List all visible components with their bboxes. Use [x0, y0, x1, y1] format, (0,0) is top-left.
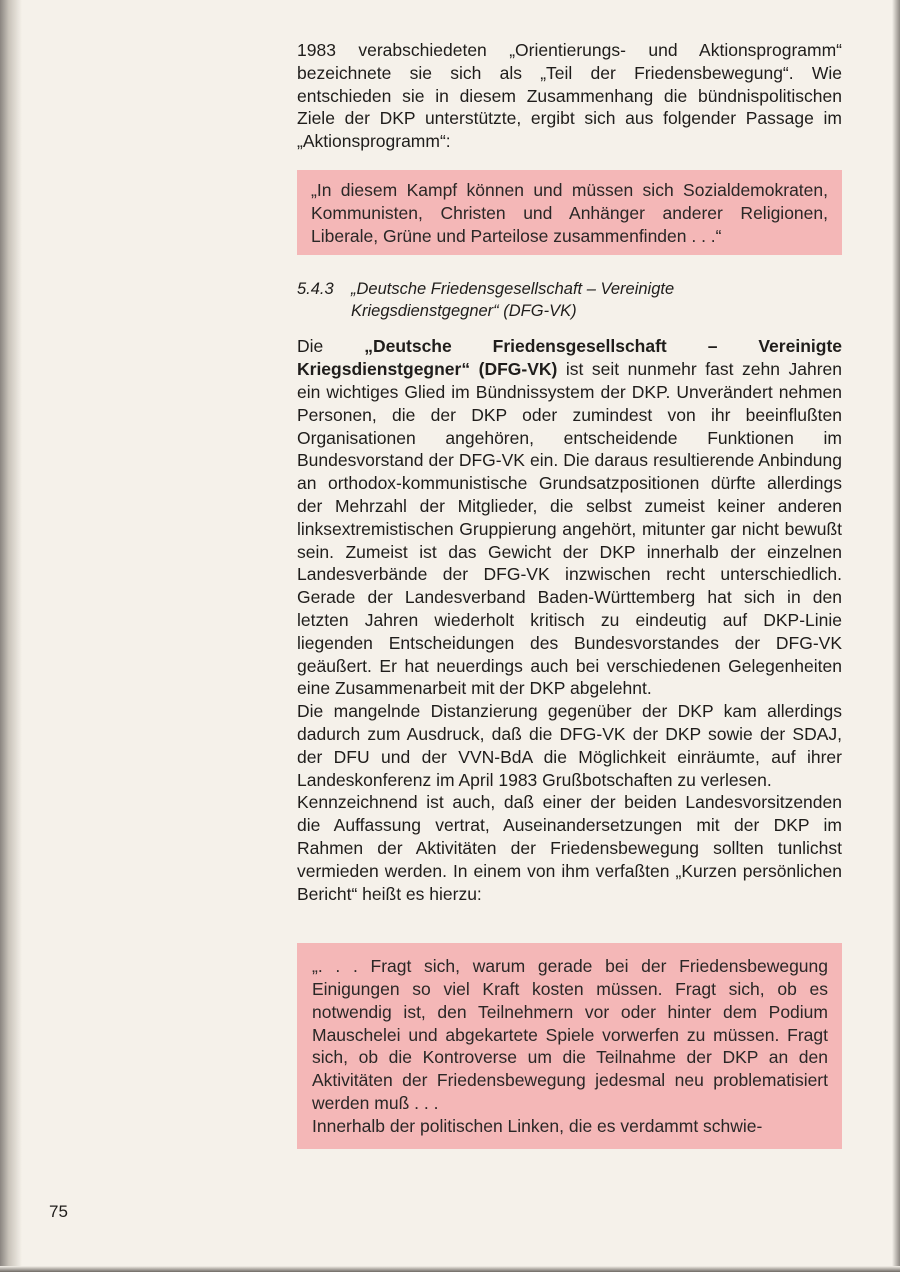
body-paragraph-3: Kennzeichnend ist auch, daß einer der beiden Landesvorsitzenden die Auffassung vertrat, Auseinandersetzungen mit der DKP im Rahmen der Aktivitäten der Friedensbewegung sollten tunlichst vermieden werden. In einem von ihm verfaßten „Kurzen persönlichen Bericht“ heißt es hierzu:	[297, 792, 842, 904]
highlighted-quote-bericht	[297, 943, 842, 1149]
page-bottom-edge	[0, 1266, 900, 1272]
section-number: 5.4.3	[297, 280, 334, 299]
text-column	[297, 39, 842, 1149]
section-title-line-2: Kriegsdienstgegner“ (DFG-VK)	[351, 302, 577, 321]
quote-2-paragraph-2: Innerhalb der politischen Linken, die es verdammt schwie-	[312, 1115, 763, 1136]
page-number: 75	[49, 1202, 68, 1221]
intro-paragraph: 1983 verabschiedeten „Orientierungs- und Aktionsprogramm“ bezeichnete sie sich als „Teil der Friedensbewegung“. Wie entschieden sie in diesem Zusammenhang die bündnispolitischen Ziele der DKP unterstützte, ergibt sich aus folgender Passage im „Aktionsprogramm“:	[297, 40, 842, 152]
body-paragraph-2: Die mangelnde Distanzierung gegenüber der DKP kam allerdings dadurch zum Ausdruck, daß die DFG-VK der DKP sowie der SDAJ, der DFU und der VVN-BdA die Möglichkeit einräumte, auf ihrer Landeskonferenz im April 1983 Grußbotschaften zu verlesen.	[297, 701, 842, 790]
body-paragraph-1	[297, 335, 842, 700]
page-gutter-shadow	[0, 0, 22, 1272]
quote-2-paragraph-1: „. . . Fragt sich, warum gerade bei der Friedensbewegung Einigungen so viel Kraft kosten müssen. Fragt sich, ob es notwendig ist, den Teilnehmern vor oder hinter dem Podium Mauschelei und abgekartete Spiele vorwerfen zu müssen. Fragt sich, ob die Kontroverse um die Teilnahme der DKP an den Aktivitäten der Friedensbewegung jedesmal neu problematisiert werden muß . . .	[312, 956, 828, 1114]
highlighted-quote-aktionsprogramm	[297, 170, 842, 255]
section-heading	[297, 278, 842, 322]
section-title-line-1: „Deutsche Friedensgesellschaft – Vereinigte	[351, 280, 675, 299]
page-right-edge	[892, 0, 900, 1272]
quote-1-text: „In diesem Kampf können und müssen sich Sozialdemokraten, Kommunisten, Christen und Anhänger anderer Religionen, Liberale, Grüne und Parteilose zusammenfinden . . .“	[311, 179, 828, 246]
p1-rest: ist seit nunmehr fast zehn Jahren ein wichtiges Glied im Bündnissystem der DKP. Unverändert nehmen Personen, die der DKP oder zumindest von ihr beeinflußten Organisationen angehören, entscheidende Funktionen im Bundesvorstand der DFG-VK ein. Die daraus resultierende Anbindung an orthodox-kommunistische Grundsatzpositionen dürfte allerdings der Mehrzahl der Mitglieder, die selbst zumeist keiner anderen linksextremistischen Gruppierung angehört, mitunter gar nicht bewußt sein. Zumeist ist das Gewicht der DKP innerhalb der einzelnen Landesverbände der DFG-VK inzwischen recht unterschiedlich. Gerade der Landesverband Baden-Württemberg hat sich in den letzten Jahren wiederholt kritisch zu eindeutig auf DKP-Linie liegenden Entscheidungen des Bundesvorstandes der DFG-VK geäußert. Er hat neuerdings auch bei verschiedenen Gelegenheiten eine Zusammenarbeit mit der DKP abgelehnt.	[297, 359, 842, 699]
p1-bold-org-name: „Deutsche Friedensgesellschaft – Vereinigte Kriegsdienstgegner“ (DFG-VK)	[297, 336, 842, 380]
p1-lead: Die	[297, 336, 365, 357]
